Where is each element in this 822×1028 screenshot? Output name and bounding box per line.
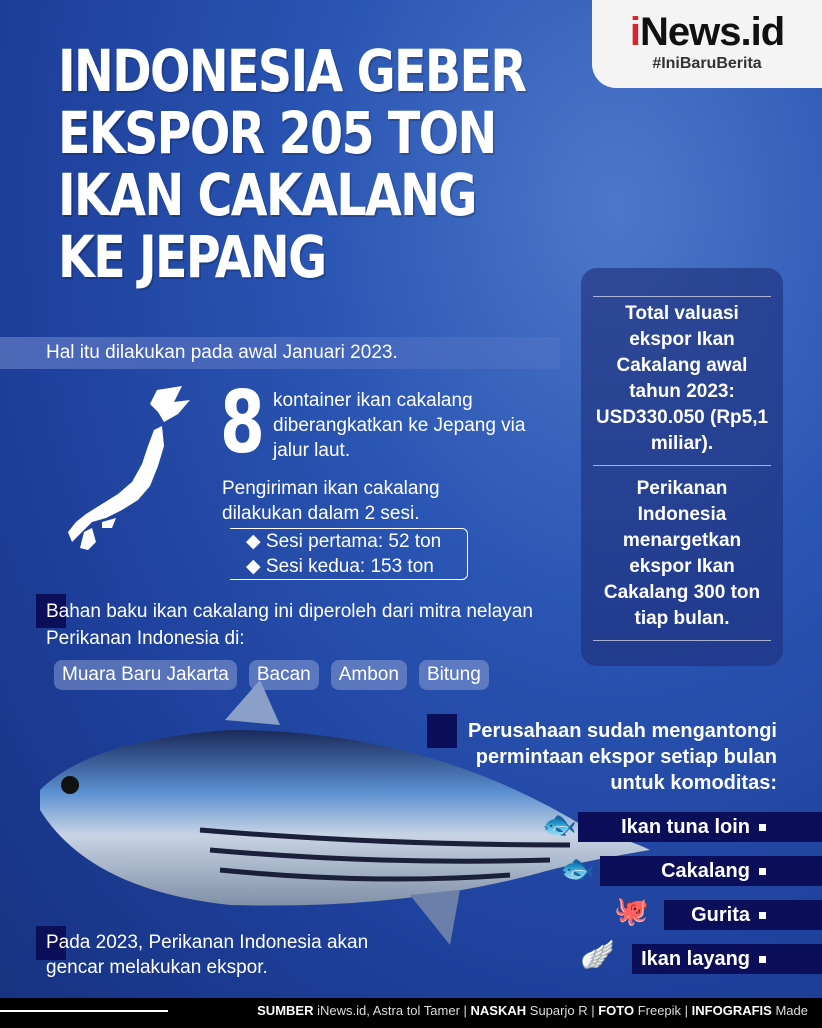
credit-value: Freepik — [637, 1003, 682, 1018]
commodity-label: Ikan layang — [641, 947, 750, 970]
headline: INDONESIA GEBER EKSPOR 205 TON IKAN CAKALANG KE JEPANG — [58, 37, 526, 291]
bullet-square — [759, 824, 766, 831]
credits-footer: SUMBER iNews.id, Astra tol Tamer | NASKAH Suparjo R | FOTO Freepik | INFOGRAFIS Made — [0, 998, 822, 1028]
logo-text: News.id — [639, 10, 785, 54]
demand-text: Perusahaan sudah mengantongi permintaan ekspor setiap bulan untuk komoditas: — [437, 718, 777, 796]
sessions-list — [230, 528, 468, 580]
commodity-cakalang — [560, 853, 822, 886]
credit-label: FOTO — [598, 1003, 635, 1018]
logo-tagline: #IniBaruBerita — [652, 55, 762, 72]
location-chip: Muara Baru Jakarta — [54, 660, 237, 690]
bullet-square — [759, 868, 766, 875]
commodity-label: Cakalang — [661, 859, 750, 882]
shipping-text: Pengiriman ikan cakalang dilakukan dalam 2 sesi. — [222, 478, 440, 524]
credit-label: NASKAH — [470, 1003, 527, 1018]
credit-value: Made — [775, 1003, 808, 1018]
sidebar-panel — [581, 268, 783, 666]
location-chip: Bitung — [419, 660, 489, 690]
logo-i: i — [629, 10, 640, 54]
bullet-square — [759, 912, 766, 919]
credit-label: SUMBER — [257, 1003, 314, 1018]
session-item: ◆ Sesi kedua: 153 ton — [246, 556, 434, 577]
source-text: Bahan baku ikan cakalang ini diperoleh dari mitra nelayan Perikanan Indonesia di: — [46, 598, 586, 652]
commodity-ikan-layang — [580, 939, 822, 974]
credit-value: Suparjo R — [529, 1003, 588, 1018]
tuna-icon: 🐟 — [542, 809, 577, 840]
container-count: 8 — [220, 373, 265, 473]
flying-fish-icon: 🪽 — [580, 939, 615, 970]
commodity-gurita — [614, 895, 822, 930]
divider — [593, 640, 771, 641]
commodity-label: Ikan tuna loin — [621, 815, 750, 838]
japan-map-icon — [62, 382, 212, 562]
footer-line — [0, 1010, 168, 1012]
valuation-text: Total valuasi ekspor Ikan Cakalang awal tahun 2023: USD330.050 (Rp5,1 miliar). — [595, 303, 769, 454]
location-chip: Bacan — [249, 660, 319, 690]
octopus-icon: 🐙 — [614, 895, 649, 926]
location-chip: Ambon — [331, 660, 407, 690]
skipjack-icon: 🐟 — [560, 853, 595, 884]
container-text: kontainer ikan cakalang diberangkatkan ke Jepang via jalur laut. — [273, 390, 526, 461]
bullet-square — [759, 956, 766, 963]
target-text: Perikanan Indonesia menargetkan ekspor Ikan Cakalang 300 ton tiap bulan. — [603, 478, 761, 629]
session-item: ◆ Sesi pertama: 52 ton — [246, 531, 442, 552]
credit-value: iNews.id, Astra tol Tamer — [317, 1003, 460, 1018]
credit-label: INFOGRAFIS — [691, 1003, 772, 1018]
closing-text: Pada 2023, Perikanan Indonesia akan gencar melakukan ekspor. — [46, 930, 406, 980]
subtitle: Hal itu dilakukan pada awal Januari 2023. — [0, 337, 560, 369]
commodity-tuna-loin — [542, 809, 822, 842]
commodity-label: Gurita — [691, 903, 750, 926]
inews-logo[interactable] — [592, 0, 822, 88]
